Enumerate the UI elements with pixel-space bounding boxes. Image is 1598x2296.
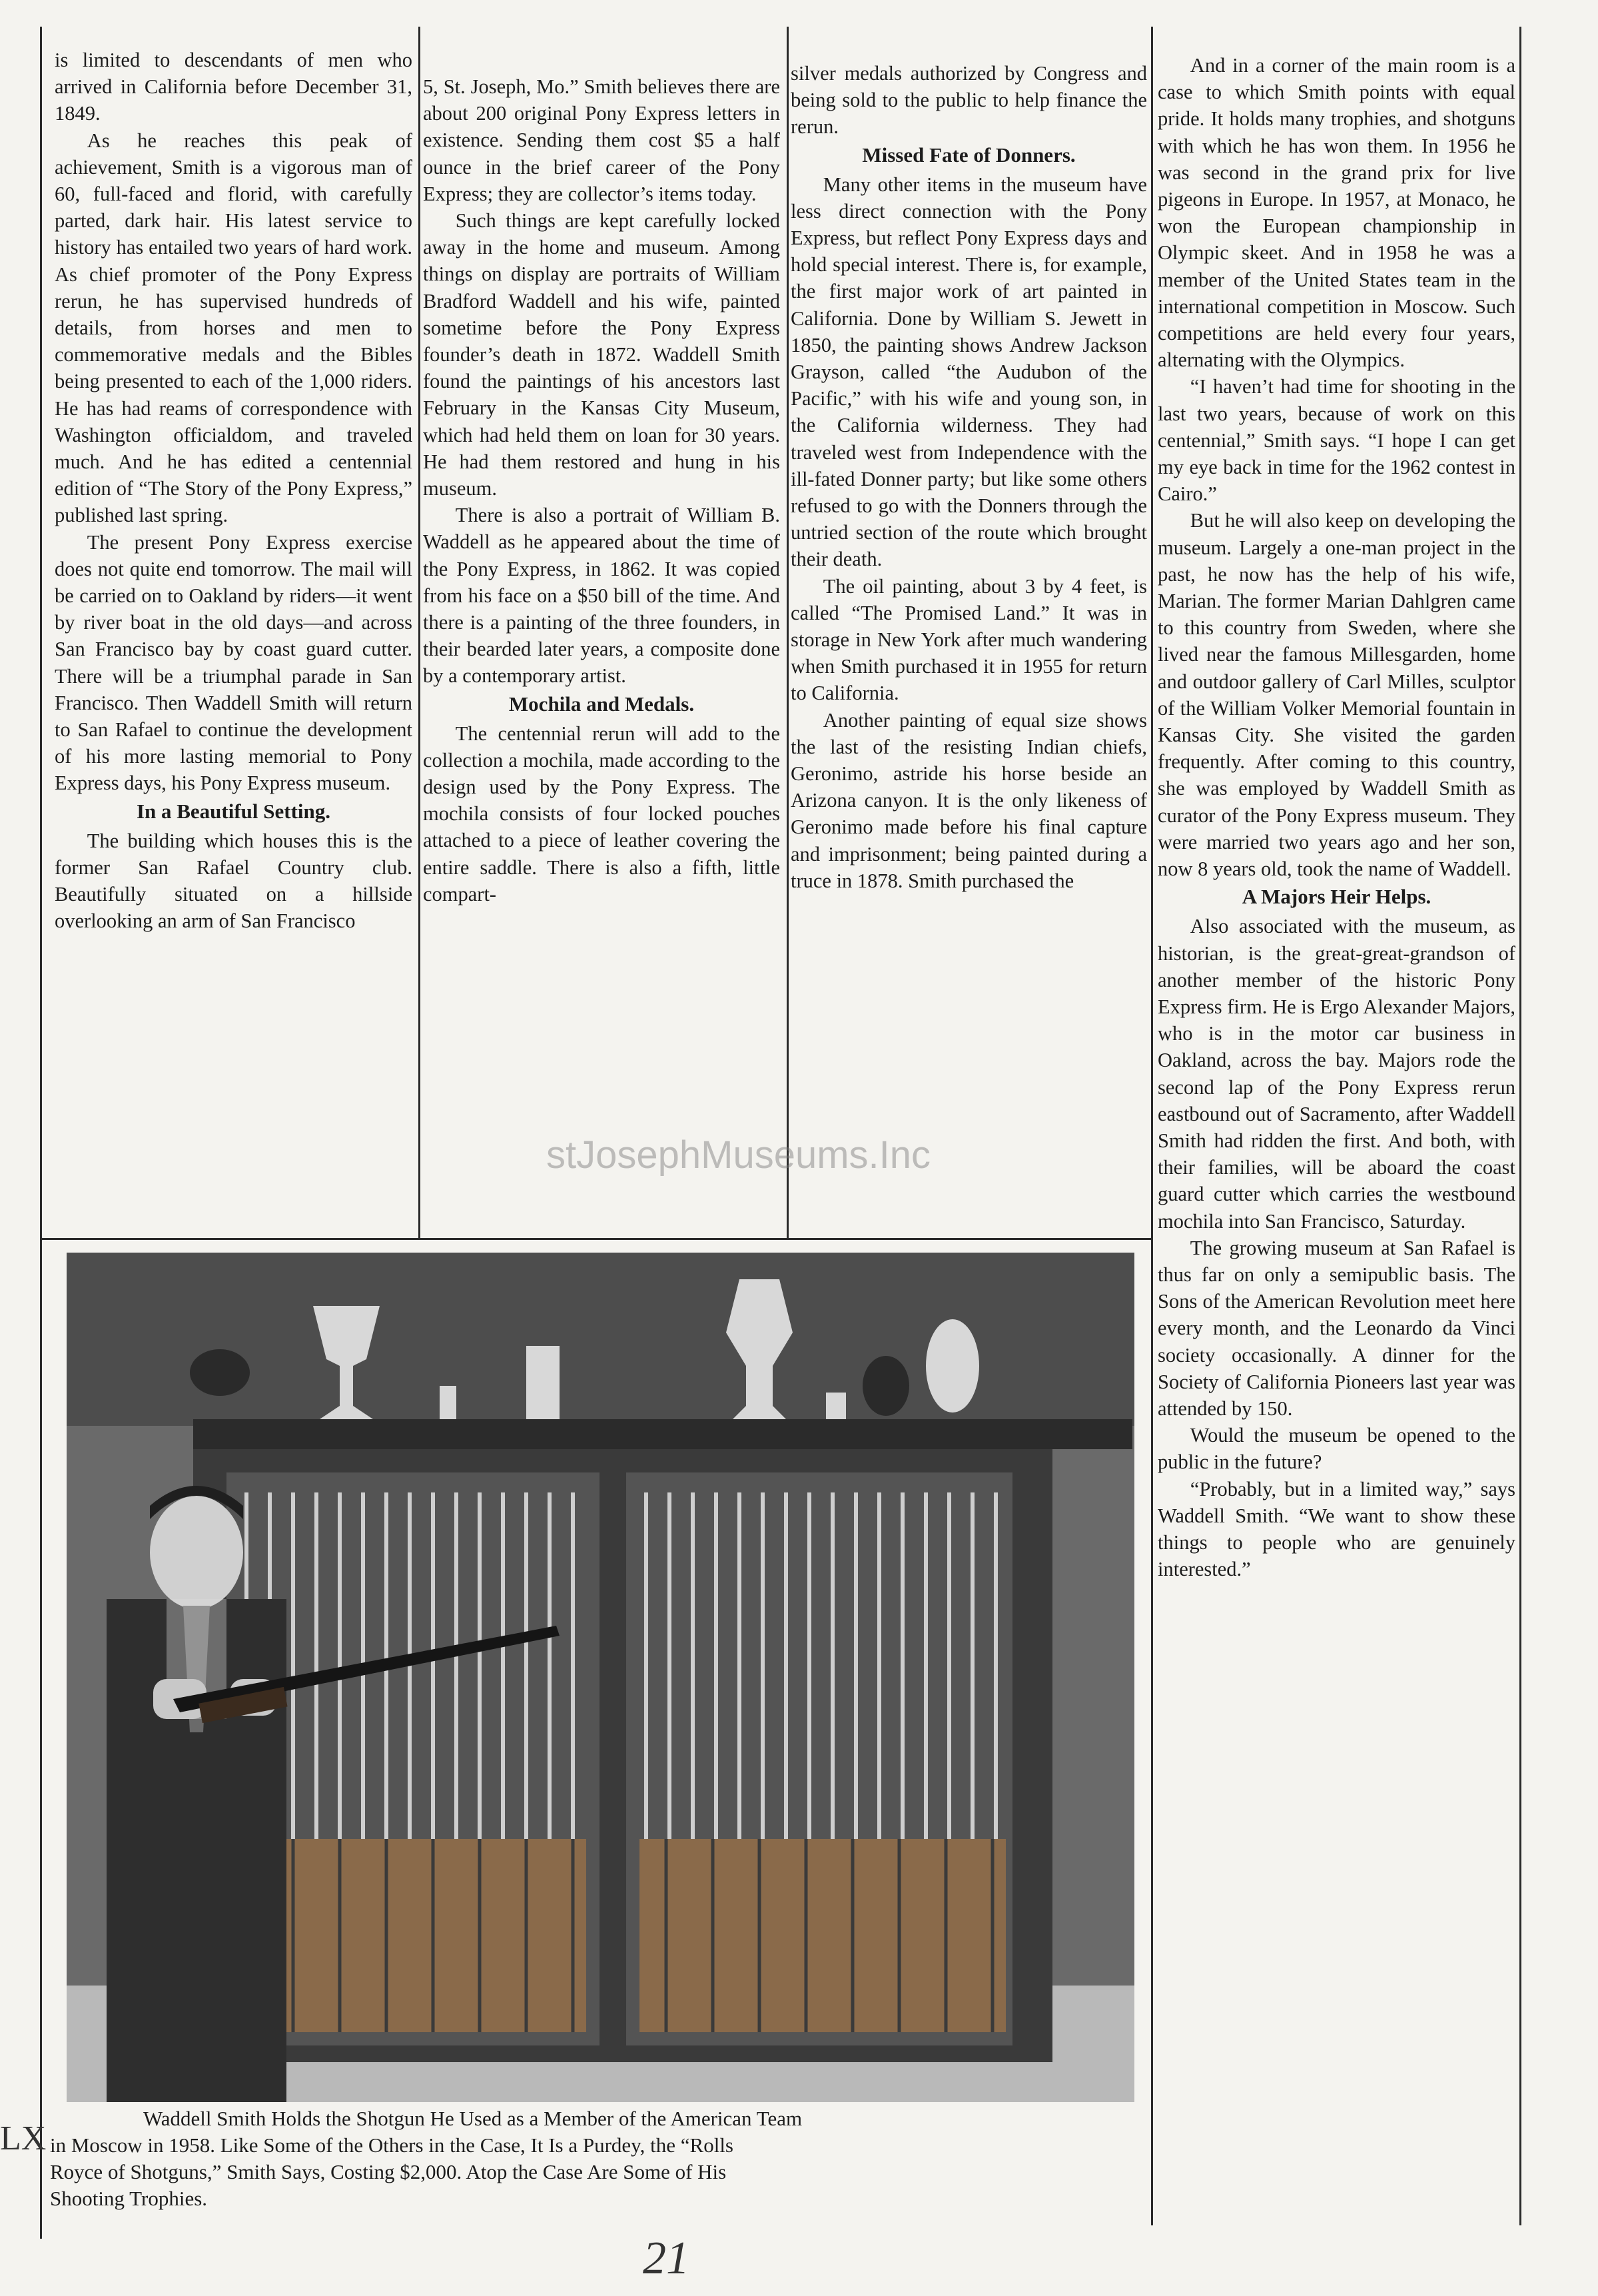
article-paragraph: Would the museum be opened to the public in the future?	[1158, 1424, 1515, 1474]
photo-waddell-smith-gun-case	[67, 1253, 1134, 2102]
caption-line-3: Royce of Shotguns,” Smith Says, Costing $2,000. Atop the Case Are Some of His	[50, 2160, 727, 2183]
article-paragraph: “I haven’t had time for shooting in the last two years, because of work on this centennial,” Smith says. “I hope I can get my eye back in time for the 1962 contest in Cairo.”	[1158, 375, 1515, 506]
article-paragraph: As he reaches this peak of achievement, Smith is a vigorous man of 60, full-faced and florid, with carefully parted, dark hair. His latest service to history has entailed two years of hard work. As chief promoter of the Pony Express rerun, he has supervised hundreds of details, from horses and men to commemorative medals and the Bibles being presented to each of the 1,000 riders. He has had reams of correspondence with Washington officialdom, and traveled much. And he has edited a centennial edition of “The Story of the Pony Express,” published last spring.	[55, 129, 412, 527]
section-subhead: A Majors Heir Helps.	[1242, 885, 1431, 909]
article-paragraph: Also associated with the museum, as historian, is the great-great-grandson of another member of the historic Pony Express firm. He is Ergo Alexander Majors, who is in the motor car business in Oakland, across the bay. Majors rode the second lap of the Pony Express rerun eastbound out of Sacramento, after Waddell Smith had ridden the first. And both, with their families, will be aboard the coast guard cutter which carries the westbound mochila into San Francisco, Saturday.	[1158, 915, 1515, 1233]
article-paragraph: silver medals authorized by Congress and being sold to the public to help finance the rerun.	[791, 62, 1147, 139]
photo-illustration	[67, 1253, 1134, 2102]
article-paragraph: There is also a portrait of William B. Waddell as he appeared about the time of the Pony Express, in 1862. It was copied from his face on a $50 bill of the time. And there is a painting of the three founders, in their bearded later years, a composite done by a contemporary artist.	[423, 504, 780, 688]
column-rule-2	[787, 27, 789, 1239]
text-column-3	[791, 60, 1147, 894]
article-paragraph: But he will also keep on developing the museum. Largely a one-man project in the past, he now has the help of his wife, Marian. The former Marian Dahlgren came to this country from Sweden, where she lived near the famous Millesgarden, home and outdoor gallery of Carl Milles, sculptor of the William Volker Memorial fountain in Kansas City. She visited the garden frequently. After coming to this country, she was employed by Waddell Smith as curator of the Pony Express museum. They were married two years ago and her son, now 8 years old, took the name of Waddell.	[1158, 509, 1515, 881]
caption-line-2: in Moscow in 1958. Like Some of the Others in the Case, It Is a Purdey, the “Rolls	[50, 2133, 733, 2157]
article-paragraph: Many other items in the museum have less direct connection with the Pony Express, but reflect Pony Express days and hold special interest. There is, for example, the first major work of art painted in California. Done by William S. Jewett in 1850, the painting shows Andrew Jackson Grayson, called “the Audubon of the Pacific,” with his wife and young son, in the California wilderness. They had traveled west from Independence with the ill-fated Donner party; but like some others refused to go with the Donners through the untried section of the route which brought their death.	[791, 173, 1147, 571]
photo-caption	[50, 2105, 1124, 2212]
left-border-rule	[40, 27, 42, 2239]
article-paragraph: “Probably, but in a limited way,” says Waddell Smith. “We want to show these things to people who are genuinely interested.”	[1158, 1477, 1515, 1581]
article-paragraph: Such things are kept carefully locked away in the home and museum. Among things on display are portraits of William Bradford Waddell and his wife, painted sometime before the Pony Express founder’s death in 1872. Waddell Smith found the paintings of his ancestors last February in the Kansas City Museum, which had held them on loan for 30 years. He had them restored and hung in his museum.	[423, 209, 780, 500]
text-column-2	[423, 73, 780, 907]
column-rule-1	[418, 27, 420, 1239]
page-number: 21	[643, 2233, 689, 2284]
watermark: stJosephMuseums.Inc	[546, 1133, 931, 1177]
caption-line-1: Waddell Smith Holds the Shotgun He Used as a Member of the American Team	[143, 2107, 803, 2130]
section-subhead: Missed Fate of Donners.	[862, 143, 1076, 167]
column-rule-3	[1151, 27, 1153, 2225]
edge-mark: LX	[0, 2119, 47, 2157]
caption-line-4: Shooting Trophies.	[50, 2187, 208, 2210]
text-column-4	[1158, 52, 1515, 1582]
article-paragraph: And in a corner of the main room is a case to which Smith points with equal pride. It holds many trophies, and shotguns with which he has won them. In 1956 he was second in the grand prix for live pigeons in Europe. In 1957, at Monaco, he won the European championship in Olympic skeet. And in 1958 he was a member of the United States team in the international competition in Moscow. Such competitions are held every four years, alternating with the Olympics.	[1158, 54, 1515, 372]
article-paragraph: Another painting of equal size shows the last of the resisting Indian chiefs, Geronimo, astride his horse beside an Arizona canyon. It is the only likeness of Geronimo made before his final capture and imprisonment; being painted during a truce in 1878. Smith purchased the	[791, 708, 1147, 892]
photo-top-rule	[41, 1238, 1151, 1240]
article-paragraph: The centennial rerun will add to the collection a mochila, made according to the design used by the Pony Express. The mochila consists of four locked pouches attached to a piece of leather covering the entire saddle. There is also a fifth, little compart-	[423, 722, 780, 905]
article-paragraph: The oil painting, about 3 by 4 feet, is called “The Promised Land.” It was in storage in New York after much wandering when Smith purchased it in 1955 for return to California.	[791, 574, 1147, 705]
article-paragraph: is limited to descendants of men who arrived in California before December 31, 1849.	[55, 49, 412, 125]
section-subhead: In a Beautiful Setting.	[136, 799, 331, 823]
section-subhead: Mochila and Medals.	[508, 692, 695, 716]
article-paragraph: The growing museum at San Rafael is thus far on only a semipublic basis. The Sons of the American Revolution meet here every month, and the Leonardo da Vinci society occasionally. A dinner for the Society of California Pioneers last year was attended by 150.	[1158, 1236, 1515, 1420]
article-paragraph: The present Pony Express exercise does not quite end tomorrow. The mail will be carried on to Oakland by riders—it went by river boat in the old days—and across San Francisco bay by coast guard cutter. There will be a triumphal parade in San Francisco. Then Waddell Smith will return to San Rafael to continue the development of his more lasting memorial to Pony Express days, his Pony Express museum.	[55, 530, 412, 795]
right-border-rule	[1519, 27, 1521, 2225]
text-column-1	[55, 47, 412, 935]
article-paragraph: The building which houses this is the former San Rafael Country club. Beautifully situated on a hillside overlooking an arm of San Francisco	[55, 829, 412, 933]
article-paragraph: 5, St. Joseph, Mo.” Smith believes there are about 200 original Pony Express letters in existence. Sending them cost $5 a half ounce in the brief career of the Pony Express; they are collector’s items today.	[423, 75, 780, 205]
